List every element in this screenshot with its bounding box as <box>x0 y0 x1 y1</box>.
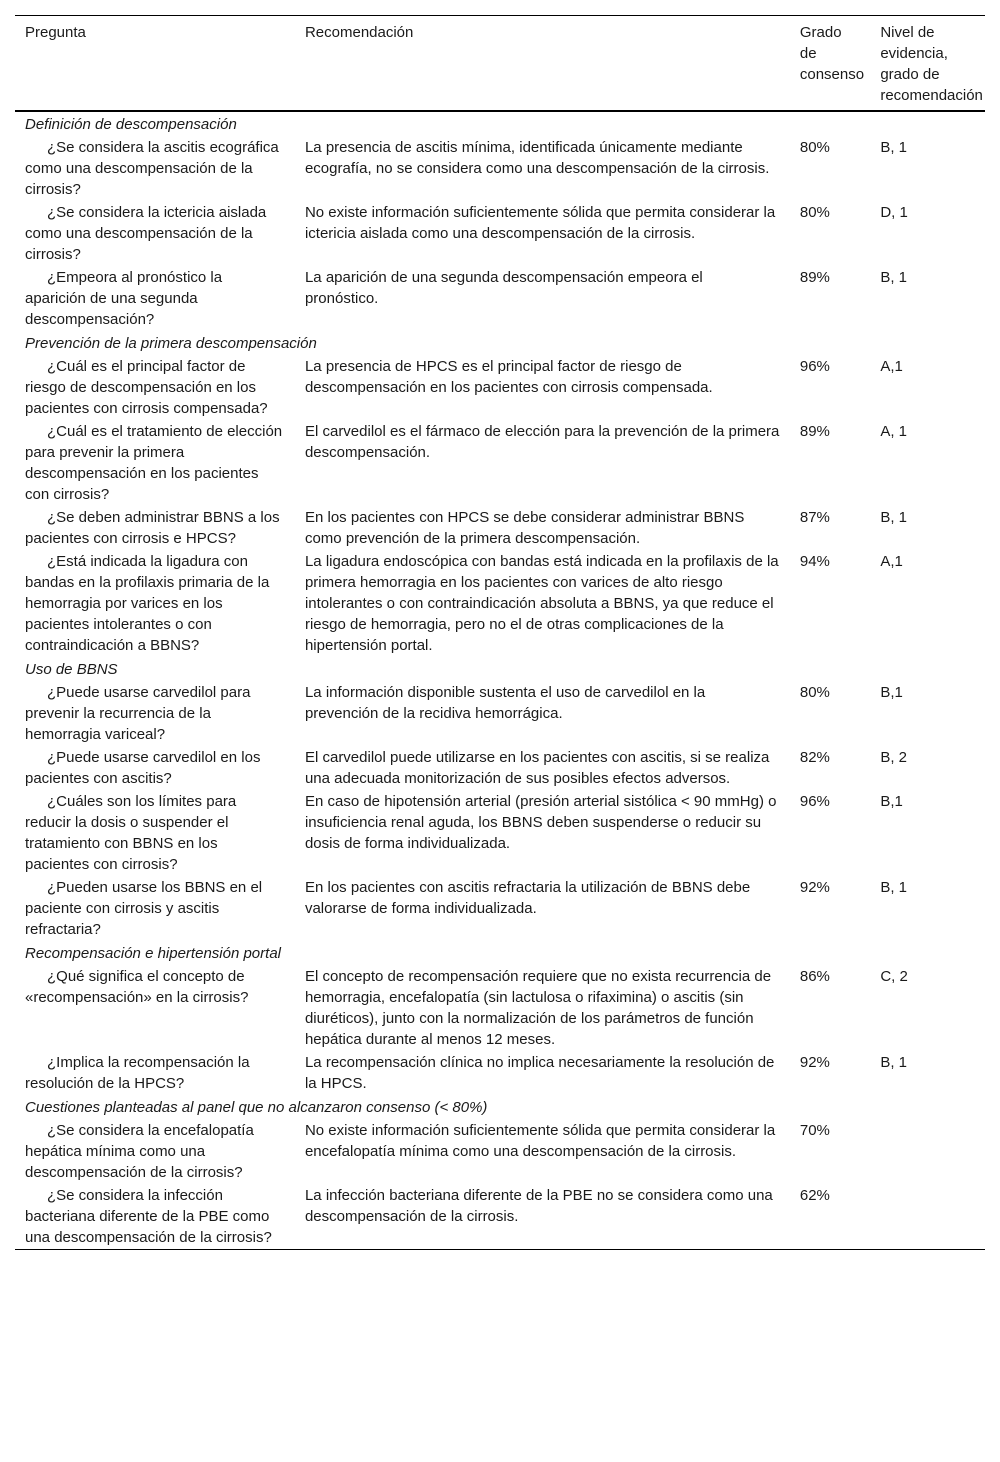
consensus-table <box>15 15 985 1250</box>
table-body <box>15 111 985 1250</box>
recommendation-cell: En los pacientes con ascitis refractaria la utilización de BBNS debe valorarse de forma individualizada. <box>304 879 751 917</box>
consensus-cell: 82% <box>799 749 830 766</box>
question-cell: ¿Está indicada la ligadura con bandas en la profilaxis primaria de la hemorragia por varices en los pacientes intolerantes o con contraindicación a BBNS? <box>25 553 270 654</box>
evidence-cell: A,1 <box>880 553 903 570</box>
header-recomendacion: Recomendación <box>304 24 414 41</box>
section-row <box>15 1095 985 1119</box>
table-row <box>15 1184 985 1250</box>
header-nivel-evidencia: Nivel de evidencia, grado de recomendación <box>880 24 983 104</box>
recommendation-cell: El concepto de recompensación requiere que no exista recurrencia de hemorragia, encefalopatía (sin lactulosa o rifaximina) o ascitis (sin diuréticos), junto con la normalización de los parámetros de función hepática durante al menos 12 meses. <box>304 968 772 1048</box>
consensus-cell: 80% <box>799 684 830 701</box>
evidence-cell: B, 1 <box>880 1054 908 1071</box>
recommendation-cell: No existe información suficientemente sólida que permita considerar la ictericia aislada como una descompensación de la cirrosis. <box>304 204 776 242</box>
table-row <box>15 136 985 201</box>
table-row <box>15 1051 985 1095</box>
table-row <box>15 876 985 941</box>
evidence-cell: B, 2 <box>880 749 908 766</box>
recommendation-cell: El carvedilol es el fármaco de elección para la prevención de la primera descompensación. <box>304 423 780 461</box>
table-row <box>15 355 985 420</box>
question-cell: ¿Pueden usarse los BBNS en el paciente con cirrosis y ascitis refractaria? <box>25 879 263 938</box>
question-cell: ¿Cuáles son los límites para reducir la dosis o suspender el tratamiento con BBNS en los pacientes con cirrosis? <box>25 793 237 873</box>
consensus-cell: 94% <box>799 553 830 570</box>
consensus-cell: 70% <box>799 1122 830 1139</box>
question-cell: ¿Puede usarse carvedilol para prevenir la recurrencia de la hemorragia variceal? <box>25 684 251 743</box>
recommendation-cell: La ligadura endoscópica con bandas está indicada en la profilaxis de la primera hemorragia en los pacientes con varices de alto riesgo intolerantes o con contraindicación absoluta a BBNS, ya que reduce el riesgo de hemorragia, pero no el de otras complicaciones de la hipertensión portal. <box>304 553 779 654</box>
question-cell: ¿Empeora al pronóstico la aparición de una segunda descompensación? <box>25 269 223 328</box>
recommendation-cell: En caso de hipotensión arterial (presión arterial sistólica < 90 mmHg) o insuficiencia renal aguda, los BBNS deben suspenderse o reducir su dosis de forma individualizada. <box>304 793 777 852</box>
recommendation-cell: La recompensación clínica no implica necesariamente la resolución de la HPCS. <box>304 1054 775 1092</box>
table-row <box>15 550 985 657</box>
question-cell: ¿Implica la recompensación la resolución de la HPCS? <box>25 1054 250 1092</box>
section-title: Prevención de la primera descompensación <box>25 335 317 352</box>
evidence-cell: A, 1 <box>880 423 908 440</box>
question-cell: ¿Qué significa el concepto de «recompensación» en la cirrosis? <box>25 968 249 1006</box>
recommendation-cell: La aparición de una segunda descompensación empeora el pronóstico. <box>304 269 703 307</box>
section-row <box>15 941 985 965</box>
question-cell: ¿Se considera la ictericia aislada como una descompensación de la cirrosis? <box>25 204 267 263</box>
table-row <box>15 506 985 550</box>
consensus-cell: 89% <box>799 269 830 286</box>
section-title: Cuestiones planteadas al panel que no alcanzaron consenso (< 80%) <box>25 1099 488 1116</box>
evidence-cell: A,1 <box>880 358 903 375</box>
question-cell: ¿Se considera la ascitis ecográfica como una descompensación de la cirrosis? <box>25 139 279 198</box>
section-row <box>15 111 985 136</box>
recommendation-cell: La infección bacteriana diferente de la PBE no se considera como una descompensación de la cirrosis. <box>304 1187 773 1225</box>
recommendation-cell: El carvedilol puede utilizarse en los pacientes con ascitis, si se realiza una adecuada monitorización de sus posibles efectos adversos. <box>304 749 770 787</box>
section-row <box>15 657 985 681</box>
question-cell: ¿Se deben administrar BBNS a los pacientes con cirrosis e HPCS? <box>25 509 280 547</box>
question-cell: ¿Se considera la infección bacteriana diferente de la PBE como una descompensación de la cirrosis? <box>25 1187 272 1246</box>
question-cell: ¿Se considera la encefalopatía hepática mínima como una descompensación de la cirrosis? <box>25 1122 254 1181</box>
evidence-cell: B,1 <box>880 684 903 701</box>
consensus-cell: 80% <box>799 204 830 221</box>
table-row <box>15 681 985 746</box>
table-row <box>15 201 985 266</box>
recommendation-cell: La presencia de ascitis mínima, identificada únicamente mediante ecografía, no se considera como una descompensación de la cirrosis. <box>304 139 770 177</box>
evidence-cell: B, 1 <box>880 269 908 286</box>
consensus-table-document <box>15 15 985 1250</box>
question-cell: ¿Cuál es el tratamiento de elección para prevenir la primera descompensación en los pacientes con cirrosis? <box>25 423 283 503</box>
table-row <box>15 266 985 331</box>
consensus-cell: 80% <box>799 139 830 156</box>
section-row <box>15 331 985 355</box>
consensus-cell: 92% <box>799 879 830 896</box>
evidence-cell: B, 1 <box>880 509 908 526</box>
evidence-cell <box>870 1119 985 1184</box>
recommendation-cell: En los pacientes con HPCS se debe considerar administrar BBNS como prevención de la primera descompensación. <box>304 509 745 547</box>
consensus-cell: 87% <box>799 509 830 526</box>
table-header <box>15 16 985 112</box>
recommendation-cell: La presencia de HPCS es el principal factor de riesgo de descompensación en los pacientes con cirrosis compensada. <box>304 358 713 396</box>
table-row <box>15 965 985 1051</box>
evidence-cell: C, 2 <box>880 968 908 985</box>
table-row <box>15 1119 985 1184</box>
consensus-cell: 96% <box>799 358 830 375</box>
table-row <box>15 790 985 876</box>
section-title: Uso de BBNS <box>25 661 118 678</box>
section-title: Recompensación e hipertensión portal <box>25 945 281 962</box>
evidence-cell: D, 1 <box>880 204 908 221</box>
consensus-cell: 96% <box>799 793 830 810</box>
question-cell: ¿Cuál es el principal factor de riesgo de descompensación en los pacientes con cirrosis compensada? <box>25 358 268 417</box>
recommendation-cell: La información disponible sustenta el uso de carvedilol en la prevención de la recidiva hemorrágica. <box>304 684 706 722</box>
section-title: Definición de descompensación <box>25 116 237 133</box>
recommendation-cell: No existe información suficientemente sólida que permita considerar la encefalopatía mínima como una descompensación de la cirrosis. <box>304 1122 776 1160</box>
evidence-cell: B, 1 <box>880 879 908 896</box>
consensus-cell: 89% <box>799 423 830 440</box>
evidence-cell <box>870 1184 985 1250</box>
question-cell: ¿Puede usarse carvedilol en los pacientes con ascitis? <box>25 749 261 787</box>
table-row <box>15 420 985 506</box>
consensus-cell: 92% <box>799 1054 830 1071</box>
consensus-cell: 86% <box>799 968 830 985</box>
header-pregunta: Pregunta <box>25 24 86 41</box>
table-row <box>15 746 985 790</box>
consensus-cell: 62% <box>799 1187 830 1204</box>
header-grado-consenso: Grado de consenso <box>799 24 865 83</box>
evidence-cell: B,1 <box>880 793 903 810</box>
evidence-cell: B, 1 <box>880 139 908 156</box>
